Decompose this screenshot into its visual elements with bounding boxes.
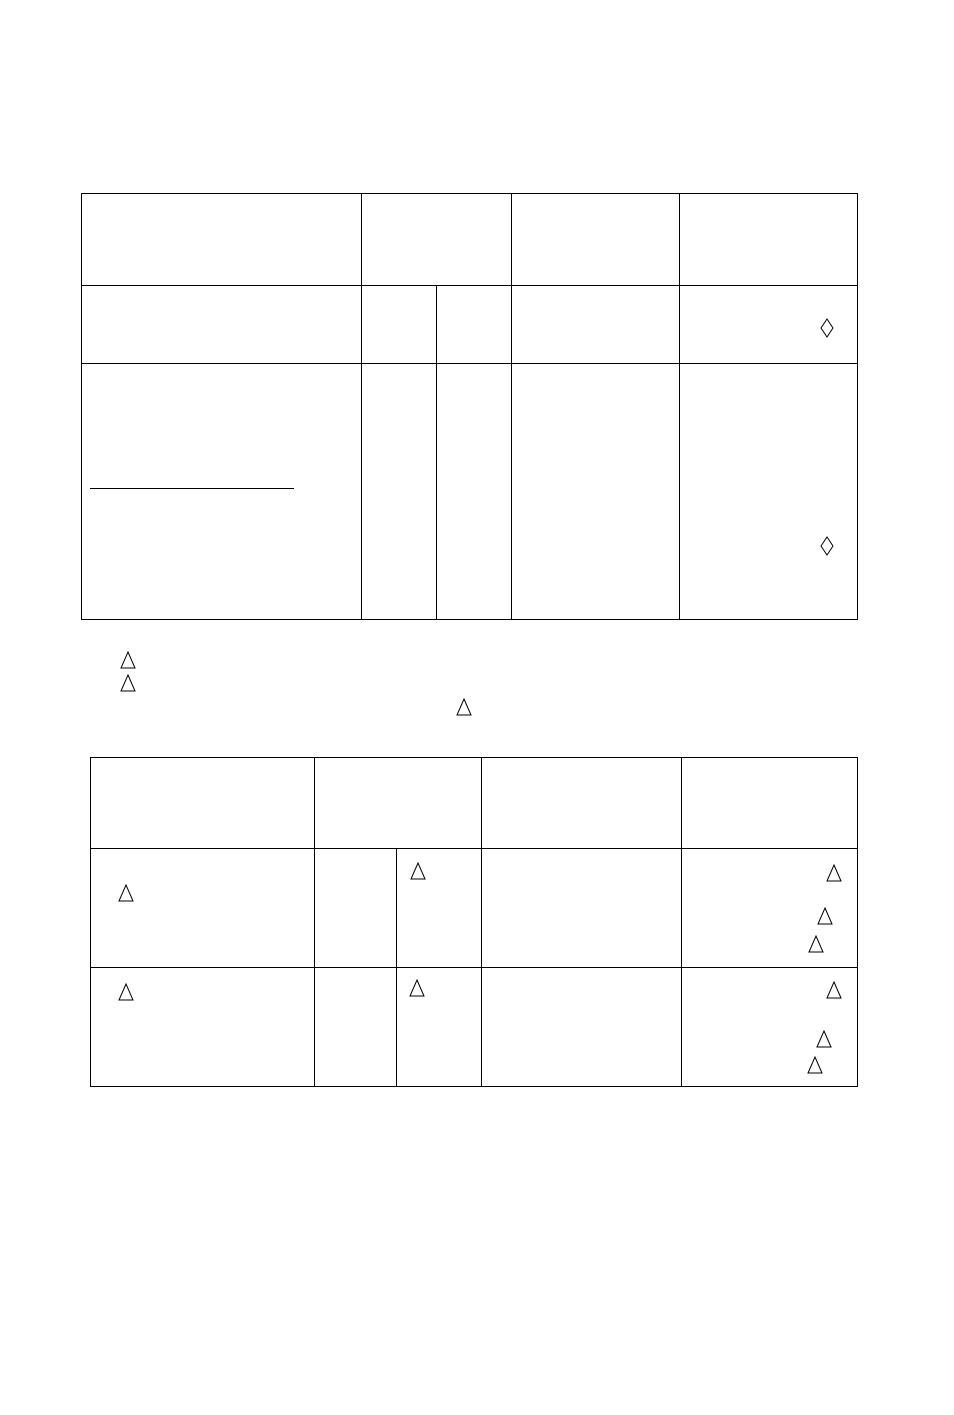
triangle-icon bbox=[409, 979, 425, 997]
table-2-col-divider-2 bbox=[396, 848, 397, 1087]
table-2-col-divider-3 bbox=[481, 757, 482, 1087]
triangle-icon bbox=[807, 1056, 823, 1074]
diamond-icon bbox=[820, 536, 834, 556]
table-1-col-divider-1 bbox=[361, 193, 362, 620]
table-2-col-divider-1 bbox=[314, 757, 315, 1087]
triangle-icon bbox=[118, 884, 134, 902]
triangle-icon bbox=[120, 674, 136, 692]
triangle-icon bbox=[410, 862, 426, 880]
triangle-icon bbox=[816, 1030, 832, 1048]
triangle-icon bbox=[826, 981, 842, 999]
diamond-icon bbox=[820, 318, 834, 338]
table-2-col-divider-4 bbox=[681, 757, 682, 1087]
table-1-cell-underline bbox=[90, 488, 294, 489]
table-1-col-divider-4 bbox=[679, 193, 680, 620]
table-2 bbox=[90, 757, 858, 1087]
triangle-icon bbox=[826, 864, 842, 882]
triangle-icon bbox=[817, 907, 833, 925]
triangle-icon bbox=[118, 983, 134, 1001]
table-1-col-divider-2 bbox=[436, 285, 437, 620]
table-1-col-divider-3 bbox=[511, 193, 512, 620]
triangle-icon bbox=[456, 698, 472, 716]
table-1-row-divider-2 bbox=[81, 363, 858, 364]
triangle-icon bbox=[120, 651, 136, 669]
table-1-row-divider-1 bbox=[81, 285, 858, 286]
table-1 bbox=[81, 193, 858, 620]
table-2-row-divider-2 bbox=[90, 967, 858, 968]
table-2-row-divider-1 bbox=[90, 848, 858, 849]
triangle-icon bbox=[808, 935, 824, 953]
